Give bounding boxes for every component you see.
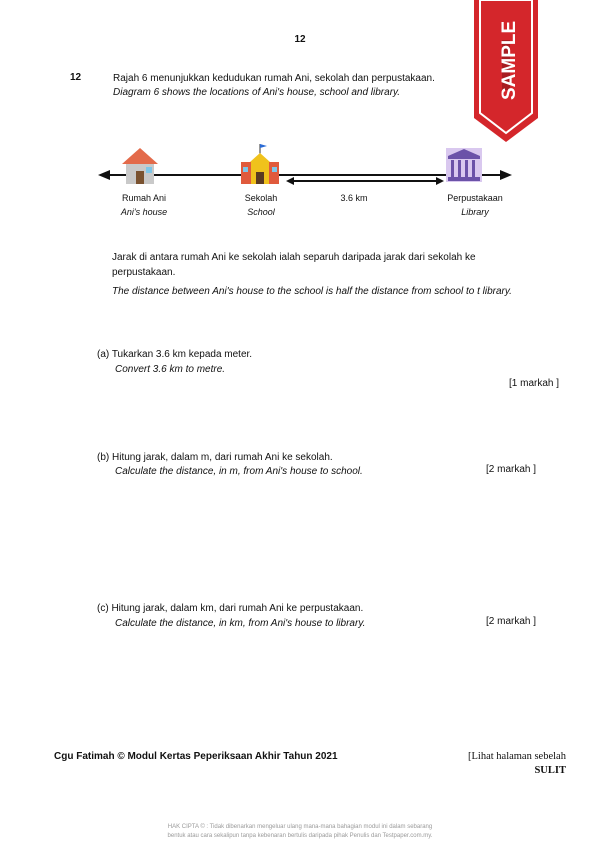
footer-turn-page [468,750,566,778]
copyright-notice [0,823,600,841]
library-label-english: Library [461,207,489,217]
school-icon [241,144,279,184]
part-a-english: Convert 3.6 km to metre. [115,364,226,375]
copyright-line-2: bentuk atau cara sekalipun tanpa kebenaran bertulis daripada pihak Penulis dan Testpaper.com.my. [167,833,433,839]
part-c-malay: (c) Hitung jarak, dalam km, dari rumah Ani ke perpustakaan. [97,603,364,614]
part-a-malay: (a) Tukarkan 3.6 km kepada meter. [97,349,253,360]
library-icon [446,148,482,182]
part-c-english: Calculate the distance, in km, from Ani's house to library. [115,618,366,629]
location-diagram [90,140,520,190]
part-b-marks: [2 markah ] [486,464,537,475]
info-english: The distance between Ani's house to the school is half the distance from school to t library. [112,286,512,297]
copyright-line-1: HAK CIPTA © : Tidak dibenarkan mengeluar ulang mana-mana bahagian modul ini dalam sebarang [167,824,433,830]
intro-malay: Rajah 6 menunjukkan kedudukan rumah Ani, sekolah dan perpustakaan. [113,73,435,84]
question-number: 12 [70,72,82,83]
right-arrowhead [500,170,512,180]
sample-ribbon-text: SAMPLE [499,20,520,100]
school-label-malay: Sekolah [244,193,278,203]
part-c-marks: [2 markah ] [486,616,537,627]
sample-ribbon [474,0,538,142]
page-number: 12 [294,34,306,45]
footer-turn-page-text: [Lihat halaman sebelah [468,751,566,762]
info-malay: Jarak di antara rumah Ani ke sekolah ialah separuh daripada jarak dari sekolah ke perpustakaan. [112,252,476,278]
house-icon [122,148,158,184]
school-label-english: School [247,207,275,217]
intro-english: Diagram 6 shows the locations of Ani's house, school and library. [113,87,401,98]
library-label-malay: Perpustakaan [447,193,503,203]
footer-module-title: Cgu Fatimah © Modul Kertas Peperiksaan Akhir Tahun 2021 [54,751,338,762]
part-b-english: Calculate the distance, in m, from Ani's house to school. [115,466,363,477]
house-label-malay: Rumah Ani [121,193,167,203]
footer-sulit: SULIT [534,765,566,776]
house-label-english: Ani's house [120,207,168,217]
part-b-malay: (b) Hitung jarak, dalam m, dari rumah Ani ke sekolah. [97,452,333,463]
left-arrowhead [98,170,110,180]
part-a-marks: [1 markah ] [509,378,560,389]
distance-label: 3.6 km [340,193,368,203]
